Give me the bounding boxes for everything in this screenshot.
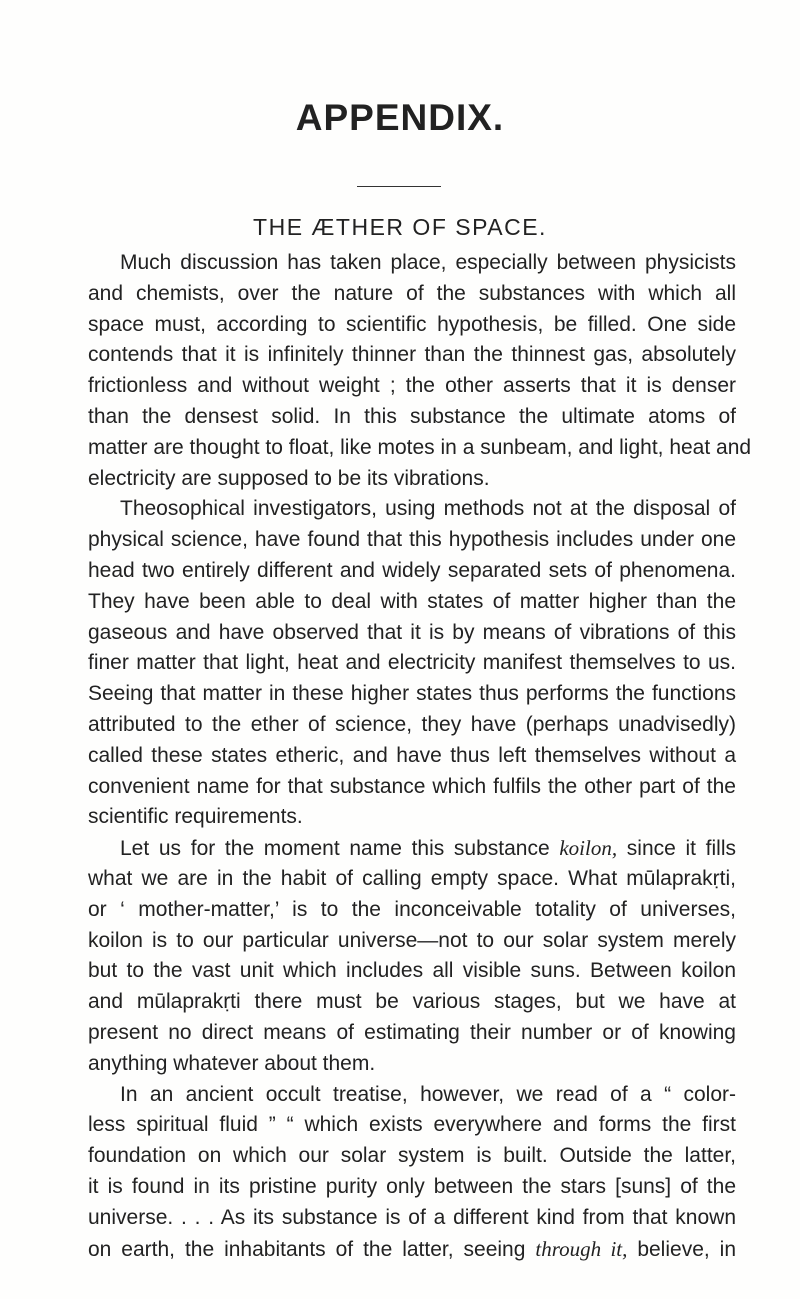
text-line: than the densest solid. In this substance the ultimate atoms of [88,404,736,428]
text-line: and mūlaprakṛti there must be various stages, but we have at [88,990,736,1014]
text-line: head two entirely different and widely separated sets of phenomena. [88,558,736,582]
text-line: less spiritual fluid ” “ which exists everywhere and forms the first [88,1113,736,1137]
text-line: scientific requirements. [88,805,303,829]
appendix-heading: APPENDIX. [295,97,505,138]
text-line: finer matter that light, heat and electricity manifest themselves to us. [88,651,736,675]
italic-word: koilon, [559,836,618,861]
text-line: electricity are supposed to be its vibrations. [88,466,490,490]
text-line: universe. . . . As its substance is of a different kind from that known [88,1205,736,1229]
text-line-part: since it fills [617,837,737,861]
text-line-part: Let us for the moment name this substance [120,837,560,861]
text-line: or ‘ mother-matter,’ is to the inconceivable totality of universes, [88,897,736,921]
text-line [88,833,736,864]
text-line: koilon is to our particular universe—not to our solar system merely [88,928,736,952]
text-line [88,1234,736,1265]
text-line: space must, according to scientific hypothesis, be filled. One side [88,312,736,336]
text-line-part: on earth, the inhabitants of the latter, seeing [88,1237,536,1261]
heading-rule [357,186,441,187]
text-line: and chemists, over the nature of the substances with which all [88,281,736,305]
text-line: convenient name for that substance which fulfils the other part of the [88,774,736,798]
text-line: Theosophical investigators, using methods not at the disposal of [120,497,736,521]
text-line: it is found in its pristine purity only between the stars [suns] of the [88,1174,736,1198]
section-title: THE ÆTHER OF SPACE. [253,214,547,240]
text-line: They have been able to deal with states of matter higher than the [88,589,736,613]
text-line: foundation on which our solar system is built. Outside the latter, [88,1144,736,1168]
text-line: gaseous and have observed that it is by means of vibrations of this [88,620,736,644]
text-line: but to the vast unit which includes all visible suns. Between koilon [88,959,736,983]
text-line: Seeing that matter in these higher states thus performs the functions [88,682,736,706]
text-line: called these states etheric, and have thus left themselves without a [88,743,736,767]
text-line: matter are thought to float, like motes in a sunbeam, and light, heat and [88,435,752,459]
text-line: Much discussion has taken place, especially between physicists [120,251,736,274]
text-line: anything whatever about them. [88,1051,376,1075]
text-line: present no direct means of estimating their number or of knowing [88,1020,736,1044]
text-line: attributed to the ether of science, they have (perhaps unadvisedly) [88,712,736,736]
text-line: physical science, have found that this hypothesis includes under one [88,528,736,552]
text-line-part: believe, in [627,1237,736,1261]
text-line: what we are in the habit of calling empty space. What mūlaprakṛti, [88,866,736,890]
text-line: frictionless and without weight ; the other asserts that it is denser [88,374,736,398]
text-line: In an ancient occult treatise, however, we read of a “ color- [120,1082,736,1106]
text-line: contends that it is infinitely thinner than the thinnest gas, absolutely [88,343,736,367]
body-text [88,248,752,1264]
italic-word: through it, [535,1236,628,1261]
